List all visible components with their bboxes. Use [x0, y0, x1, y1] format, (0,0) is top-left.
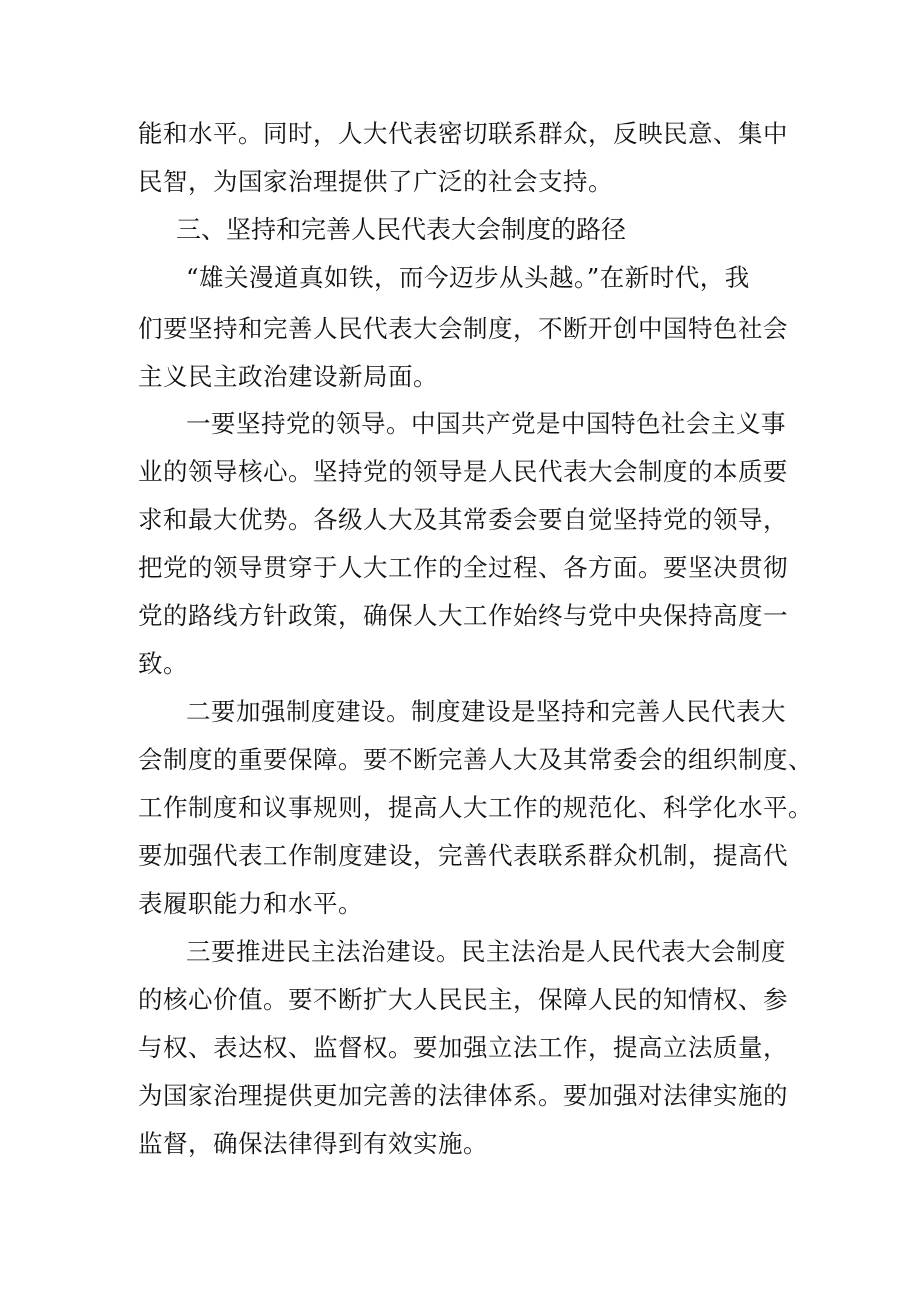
paragraph-line: 民智，为国家治理提供了广泛的社会支持。 [138, 167, 613, 196]
paragraph-line: 能和水平。同时，人大代表密切联系群众，反映民意、集中 [138, 119, 788, 148]
section-heading: 三、坚持和完善人民代表大会制度的路径 [176, 215, 627, 244]
paragraph-line: 业的领导核心。坚持党的领导是人民代表大会制度的本质要 [138, 457, 788, 486]
paragraph-line: 要加强代表工作制度建设，完善代表联系群众机制，提高代 [138, 841, 788, 870]
paragraph-line: 会制度的重要保障。要不断完善人大及其常委会的组织制度、 [138, 745, 813, 774]
paragraph-line: 的核心价值。要不断扩大人民民主，保障人民的知情权、参 [138, 985, 788, 1014]
paragraph-line: 们要坚持和完善人民代表大会制度，不断开创中国特色社会 [138, 314, 788, 343]
paragraph-line: 表履职能力和水平。 [138, 889, 363, 918]
paragraph-line: 为国家治理提供更加完善的法律体系。要加强对法律实施的 [138, 1081, 788, 1110]
paragraph-line: 求和最大优势。各级人大及其常委会要自觉坚持党的领导， [138, 505, 788, 534]
paragraph-line: “雄关漫道真如铁，而今迈步从头越。”在新时代，我 [186, 263, 750, 292]
paragraph-line: 致。 [138, 649, 188, 678]
paragraph-line: 与权、表达权、监督权。要加强立法工作，提高立法质量， [138, 1033, 788, 1062]
paragraph-line: 主义民主政治建设新局面。 [138, 362, 438, 391]
paragraph-line: 监督，确保法律得到有效实施。 [138, 1129, 488, 1158]
paragraph-line: 三要推进民主法治建设。民主法治是人民代表大会制度 [186, 937, 786, 966]
paragraph-line: 党的路线方针政策，确保人大工作始终与党中央保持高度一 [138, 601, 788, 630]
paragraph-line: 二要加强制度建设。制度建设是坚持和完善人民代表大 [186, 697, 786, 726]
paragraph-line: 把党的领导贯穿于人大工作的全过程、各方面。要坚决贯彻 [138, 553, 788, 582]
paragraph-line: 工作制度和议事规则，提高人大工作的规范化、科学化水平。 [138, 793, 813, 822]
paragraph-line: 一要坚持党的领导。中国共产党是中国特色社会主义事 [186, 409, 786, 438]
